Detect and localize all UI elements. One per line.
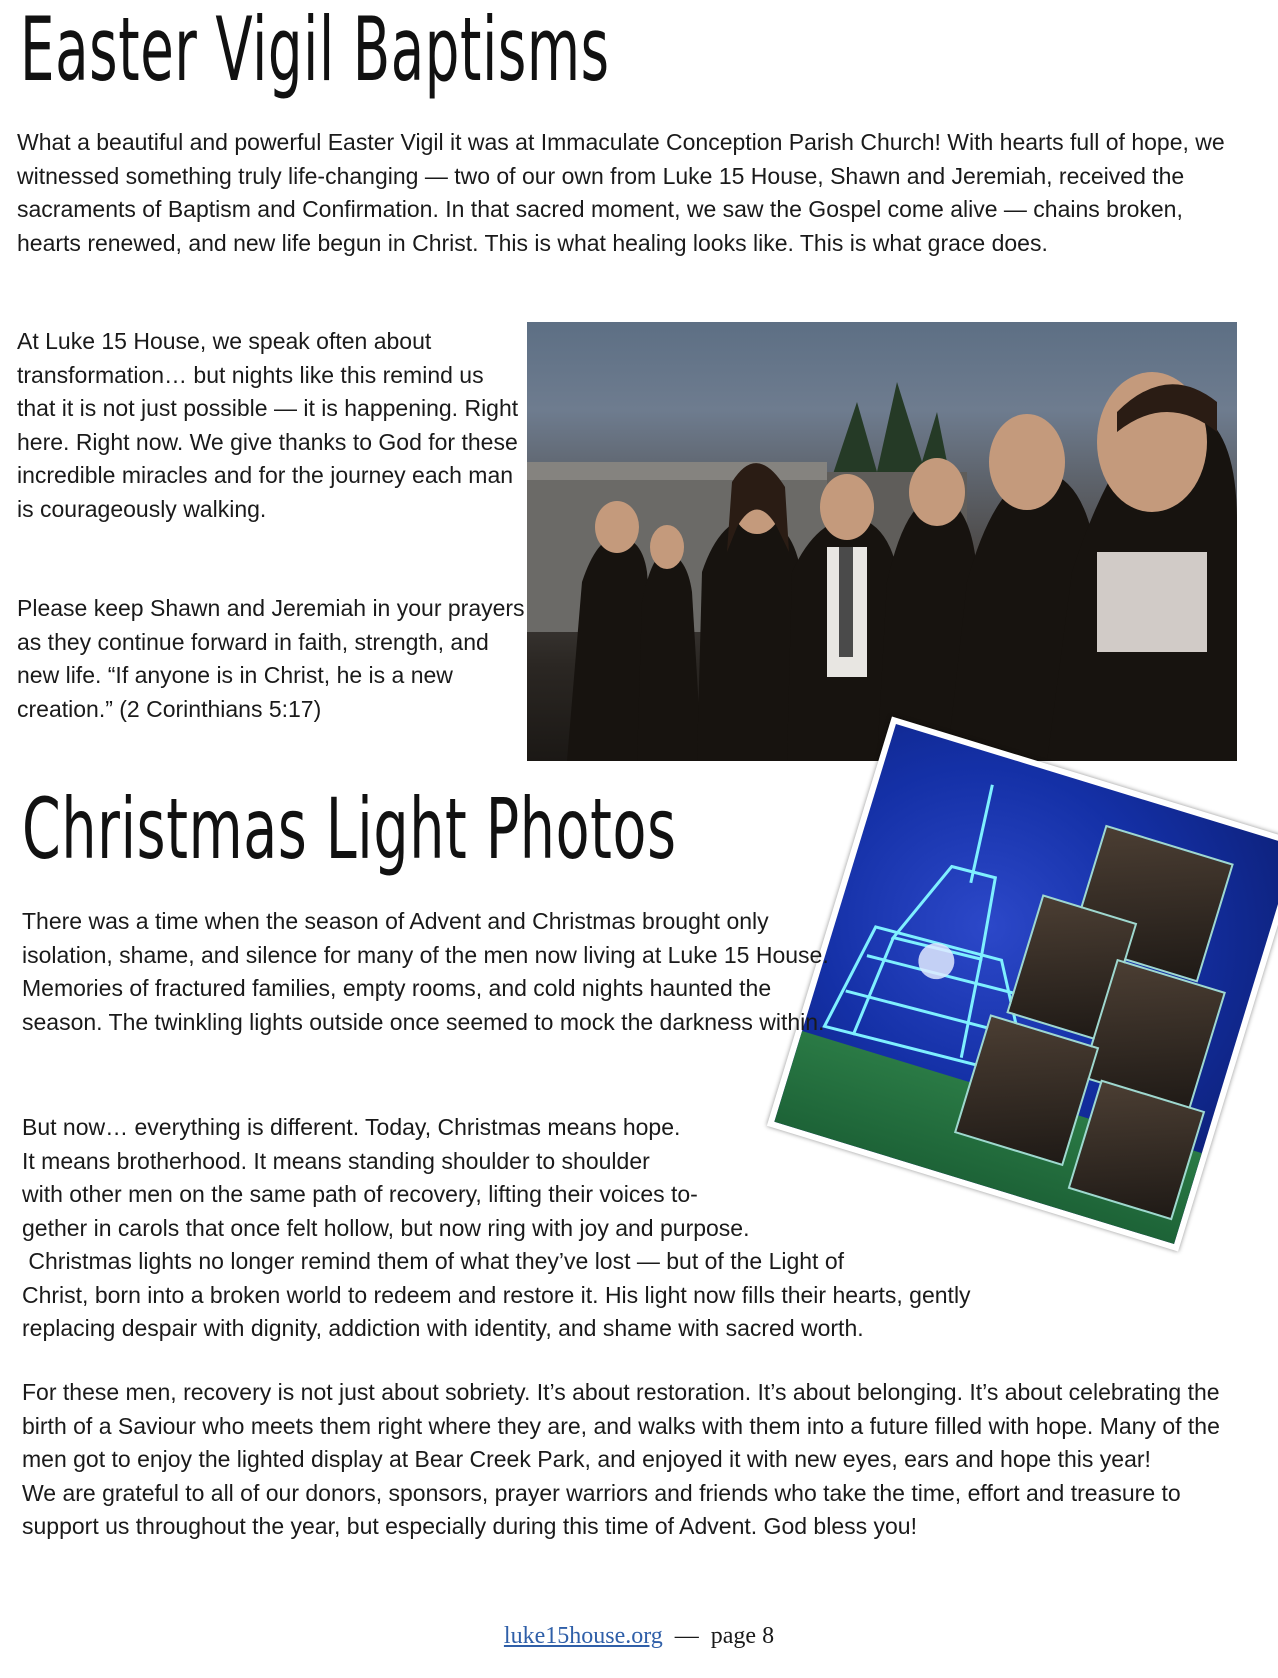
group-selfie-photo (527, 322, 1237, 761)
easter-transformation-paragraph: At Luke 15 House, we speak often about transformation… but nights like this remind us that it is not just possible — it is happening. Right here. Right now. We give thanks to God for these incredible miracles and for the journey each man is courageously walking. (17, 328, 519, 522)
easter-intro-paragraph: What a beautiful and powerful Easter Vigil it was at Immaculate Conception Parish Church! With hearts full of hope, we witnessed something truly life-changing — two of our own from Luke 15 House, Shawn and Jeremiah, received the sacraments of Baptism and Confirmation. In that sacred moment, we saw the Gospel come alive — chains broken, hearts renewed, and new life begun in Christ. This is what healing looks like. This is what grace does. (17, 129, 1225, 256)
easter-prayer-paragraph: Please keep Shawn and Jeremiah in your prayers as they continue forward in faith, strength, and new life. “If anyone is in Christ, he is a new creation.” (2 Corinthians 5:17) (17, 595, 525, 722)
section-title-christmas-lights: Christmas Light Photos (22, 780, 677, 878)
hope-line: Christ, born into a broken world to redeem and restore it. His light now fills their hearts, gently (22, 1281, 971, 1308)
footer-separator: — (674, 1623, 699, 1649)
christmas-past-paragraph: There was a time when the season of Advent and Christmas brought only isolation, shame, and silence for many of the men now living at Luke 15 House. Memories of fractured families, empty rooms, and cold nights haunted the season. The twinkling lights outside once seemed to mock the darkness within. (22, 908, 829, 1035)
hope-line: replacing despair with dignity, addiction with identity, and shame with sacred worth. (22, 1315, 864, 1341)
recovery-paragraph: For these men, recovery is not just about sobriety. It’s about restoration. It’s about belonging. It’s about celebrating the birth of a Saviour who meets them right where they are, and walks with them into a future filled with hope. Many of the men got to enjoy the lighted display at Bear Creek Park, and enjoyed it with new eyes, ears and hope this year! (22, 1379, 1220, 1472)
group-selfie-illustration (527, 322, 1237, 761)
christmas-closing-paragraphs (22, 1376, 1227, 1544)
page-footer (0, 1623, 1278, 1650)
hope-line: It means brotherhood. It means standing shoulder to shoulder (22, 1147, 650, 1174)
gratitude-paragraph: We are grateful to all of our donors, sponsors, prayer warriors and friends who take the time, effort and treasure to support us throughout the year, but especially during this time of Advent. God bless you! (22, 1479, 1181, 1539)
hope-line: But now… everything is different. Today, Christmas means hope. (22, 1114, 681, 1140)
christmas-hope-paragraph (22, 1111, 1222, 1346)
section-title-easter-vigil: Easter Vigil Baptisms (20, 0, 610, 101)
hope-line: with other men on the same path of recovery, lifting their voices to- (22, 1181, 698, 1207)
hope-line: gether in carols that once felt hollow, but now ring with joy and purpose. (22, 1214, 750, 1241)
page-number: page 8 (710, 1623, 775, 1649)
hope-line: Christmas lights no longer remind them of what they’ve lost — but of the Light of (22, 1248, 845, 1274)
website-link[interactable]: luke15house.org (503, 1623, 663, 1649)
